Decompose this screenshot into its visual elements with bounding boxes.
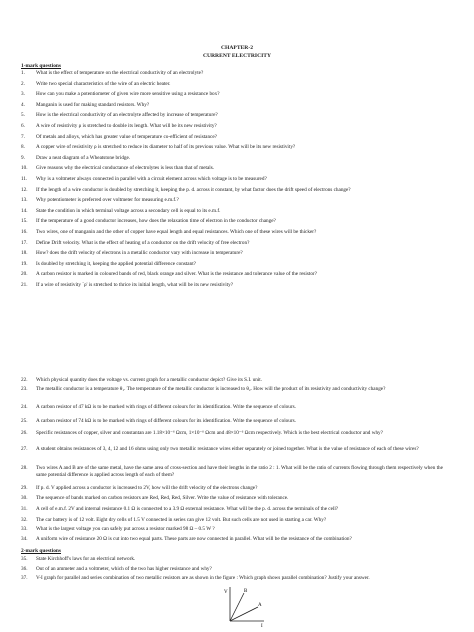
graph-label-b: B — [244, 589, 248, 594]
question-number: 33. — [21, 526, 28, 532]
graph-x-label: I — [261, 624, 263, 627]
question-text: A student obtains resistances of 3, 4, 12 and 16 ohms using only two metallic resistance wires either separately or joined together. What is the value of resistance of each of these wires? — [36, 446, 419, 452]
question-item — [21, 418, 453, 425]
question-text: Two wires A and B are of the same metal, have the same area of cross-section and have their lengths in the ratio 2 : 1. What will be the ratio of currents flowing through them respectively when the same potential difference is applied across length of each of them? — [36, 465, 443, 479]
question-item — [21, 229, 453, 236]
question-text: What is the effect of temperature on the electrical conductivity of an electrolyte? — [36, 70, 204, 76]
question-text: State Kirchhoff's laws for an electrical network. — [36, 556, 136, 562]
question-item — [21, 430, 453, 437]
question-number: 14. — [21, 207, 28, 214]
question-number: 6. — [21, 123, 25, 129]
question-number: 7. — [21, 133, 25, 140]
question-item — [21, 526, 453, 533]
question-item — [21, 566, 453, 573]
question-item — [21, 123, 453, 130]
question-text: The car battery is of 12 volt. Eight dry cells of 1.5 V connected in series can give 12 volt. But such cells are not used in starting a car. Why? — [36, 517, 327, 523]
question-number: 37. — [21, 575, 28, 581]
graph-y-label: V — [224, 590, 228, 595]
question-text: The sequence of bands marked on carbon resistors are Red, Red, Red, Silver. Write the value of resistance with tolerance. — [36, 495, 289, 501]
question-text: Is doubled by stretching it, keeping the applied potential difference constant? — [36, 260, 196, 267]
question-text: Manganin is used for making standard resistors. Why? — [36, 101, 150, 108]
question-number: 36. — [21, 566, 28, 572]
question-number: 3. — [21, 91, 25, 98]
question-text: A carbon resistor of 47 kΩ is to be marked with rings of different colours for its identification. Write the sequence of colours. — [36, 404, 296, 410]
question-number: 5. — [21, 112, 25, 119]
question-item — [21, 495, 453, 502]
question-item — [21, 112, 453, 119]
section-heading-1-mark: 1-mark questions — [21, 63, 61, 69]
question-number: 34. — [21, 536, 28, 542]
question-text: Two wires, one of manganin and the other of copper have equal length and equal resistances. Which one of these wires will be thicker? — [36, 229, 317, 235]
question-number: 19. — [21, 260, 28, 267]
question-number: 9. — [21, 154, 25, 161]
question-number: 15. — [21, 218, 28, 225]
question-text: Give reasons why the electrical conductance of electrolytes is less than that of metals. — [36, 165, 215, 172]
question-number: 32. — [21, 517, 28, 523]
question-item — [21, 575, 453, 582]
question-item — [21, 250, 453, 257]
question-number: 35. — [21, 556, 28, 562]
question-item — [21, 208, 453, 215]
question-text: A copper wire of resistivity ρ is stretched to reduce its diameter to half of its previous value. What will be its new resistivity? — [36, 144, 296, 151]
question-item — [21, 556, 453, 563]
question-number: 27. — [21, 446, 28, 452]
graph-line-a — [230, 607, 258, 621]
question-item — [21, 282, 453, 289]
question-text: Out of an ammeter and a voltmeter, which of the two has higher resistance and why? — [36, 566, 212, 572]
question-item — [21, 102, 453, 109]
question-number: 13. — [21, 197, 28, 204]
question-text: V-I graph for parallel and series combination of two metallic resistors are as shown in the figure : Which graph shows parallel combination? Justify your answer. — [36, 575, 370, 581]
question-number: 17. — [21, 239, 28, 246]
question-item — [21, 386, 453, 393]
section-heading-2-mark: 2-mark questions — [21, 548, 61, 554]
question-text: Write two special characteristics of the wire of an electric heater. — [36, 80, 171, 87]
question-text: Which physical quantity does the voltage vs. current graph for a metallic conductor depict? Give its S.I. unit. — [36, 377, 263, 383]
question-text: How can you make a potentiometer of given wire more sensitive using a resistance box? — [36, 91, 220, 98]
question-item — [21, 517, 453, 524]
question-item — [21, 165, 453, 172]
question-number: 22. — [21, 377, 28, 383]
question-item — [21, 70, 453, 77]
question-text: The metallic conductor is a temperature θ₁. The temperature of the metallic conductor is increased to θ₂. How will the product of its resistivity and conductivity change? — [36, 386, 386, 392]
question-number: 24. — [21, 404, 28, 410]
question-item — [21, 155, 453, 162]
question-item — [21, 404, 453, 411]
question-number: 12. — [21, 186, 28, 193]
question-item — [21, 485, 453, 492]
question-item — [21, 91, 453, 98]
question-text: How? does the drift velocity of electrons in a metallic conductor vary with increase in temperature? — [36, 250, 243, 257]
question-text: A wire of resistivity ρ is stretched to double its length. What will be its new resistivity? — [36, 123, 217, 129]
chapter-heading: CHAPTER-2 — [220, 45, 253, 51]
graph-line-b — [230, 593, 244, 621]
question-item — [21, 271, 453, 278]
question-text: Define Drift velocity. What is the effect of heating of a conductor on the drift velocity of free electron? — [36, 239, 250, 246]
question-number: 11. — [21, 176, 28, 182]
question-number: 30. — [21, 495, 28, 501]
question-text: A carbon resistor of 74 kΩ is to be marked with rings of different colours for its identification. Write the sequence of colours. — [36, 418, 296, 424]
question-item — [21, 134, 453, 141]
question-number: 18. — [21, 250, 28, 257]
question-text: Of metals and alloys, which has greater value of temperature co-efficient of resistance? — [36, 133, 217, 140]
question-number: 2. — [21, 80, 25, 87]
question-item — [21, 197, 453, 204]
question-number: 21. — [21, 282, 28, 288]
question-number: 28. — [21, 465, 28, 471]
question-number: 25. — [21, 418, 28, 424]
graph-label-a: A — [258, 603, 262, 608]
question-item — [21, 240, 453, 247]
question-text: If p. d. V applied across a conductor is increased to 2V, how will the drift velocity of the electrons change? — [36, 485, 258, 491]
question-text: If a wire of resistivity `ρ' is stretched to thrice its initial length, what will be its new resistivity? — [36, 282, 234, 288]
question-item — [21, 377, 453, 384]
question-item — [21, 506, 453, 513]
question-number: 16. — [21, 229, 28, 235]
question-text: How is the electrical conductivity of an electrolyte affected by increase of temperature? — [36, 112, 218, 119]
question-number: 29. — [21, 485, 28, 491]
question-item — [21, 176, 453, 183]
question-item — [21, 144, 453, 151]
question-item — [21, 465, 453, 480]
question-text: A carbon resistor is marked in coloured bands of red, black orange and silver. What is the resistance and tolerance value of the resistor? — [36, 271, 317, 278]
question-text: Why potentiometer is preferred over voltmeter for measuring e.m.f.? — [36, 197, 179, 204]
question-text: A cell of e.m.f. 2V and internal resistance 0.1 Ω is connected to a 3.9 Ω external resistance. What will be the p. d. across the terminals of the cell? — [36, 506, 339, 512]
question-number: 1. — [21, 70, 25, 76]
question-number: 20. — [21, 271, 28, 278]
question-item — [21, 81, 453, 88]
question-item — [21, 187, 453, 194]
question-number: 31. — [21, 506, 28, 512]
question-number: 4. — [21, 101, 25, 108]
question-item — [21, 446, 453, 453]
question-text: What is the largest voltage you can safely put across a resistor marked 98 Ω – 0.5 W ? — [36, 526, 215, 532]
question-text: State the condition in which terminal voltage across a secondary cell is equal to its e.m.f. — [36, 207, 221, 214]
question-number: 8. — [21, 144, 25, 151]
question-text: If the temperature of a good conductor increases, how does the relaxation time of electron in the conductor change? — [36, 218, 276, 225]
question-item — [21, 261, 453, 268]
question-text: Draw a neat diagram of a Wheatstone bridge. — [36, 154, 131, 161]
question-number: 10. — [21, 165, 28, 172]
chapter-title: CURRENT ELECTRICITY — [202, 53, 272, 59]
question-item — [21, 536, 453, 543]
question-number: 26. — [21, 430, 28, 436]
vi-graph-figure — [222, 583, 266, 627]
question-item — [21, 218, 453, 225]
question-text: A uniform wire of resistance 20 Ω is cut into two equal parts. These parts are now connected in parallel. What will be the resistance of the combination? — [36, 536, 352, 542]
question-number: 23. — [21, 386, 28, 392]
question-text: If the length of a wire conductor is doubled by stretching it, keeping the p. d. across it constant, by what factor does the drift speed of electrons change? — [36, 186, 351, 193]
question-text: Why is a voltmeter always connected in parallel with a circuit element across which voltage is to be measured? — [36, 176, 267, 182]
question-text: Specific resistances of copper, silver and constantan are 1.18×10⁻⁶ Ωcm, 1×10⁻⁶ Ωcm and 48×10⁻⁶ Ωcm respectively. Which is the best electrical conductor and why? — [36, 430, 383, 436]
